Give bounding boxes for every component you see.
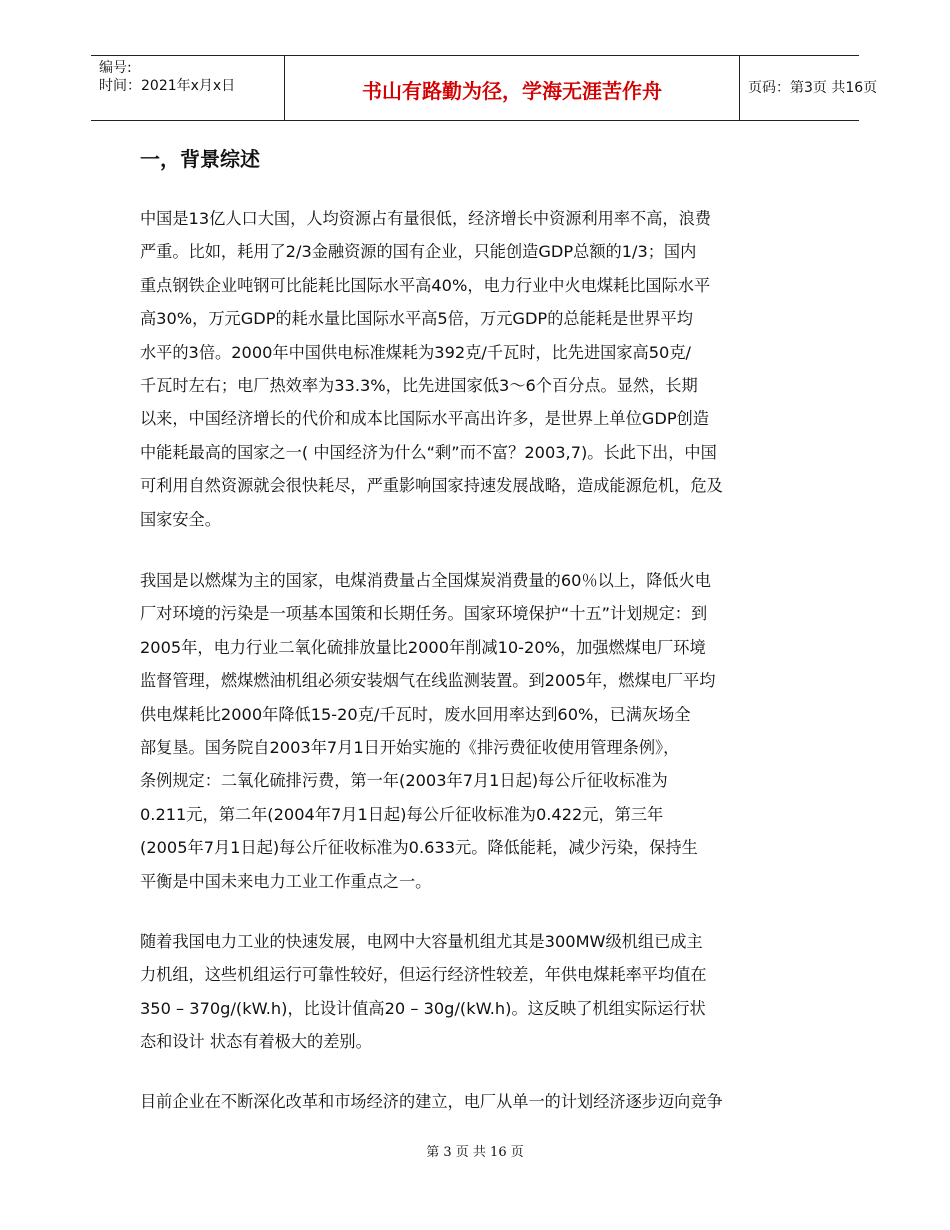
page-header [91, 55, 878, 121]
paragraph-4 [140, 1085, 820, 1118]
paragraph-2 [140, 564, 820, 898]
document-number-label: 编号: [99, 60, 132, 76]
paragraph-3 [140, 925, 820, 1059]
paragraph-line: 平衡是中国未来电力工业工作重点之一。 [140, 871, 432, 891]
paragraph-line: 厂对环境的污染是一项基本国策和长期任务。国家环境保护“十五”计划规定：到 [140, 604, 708, 624]
paragraph-line: 2005年，电力行业二氧化硫排放量比2000年削减10-20%，加强燃煤电厂环境 [140, 637, 706, 657]
paragraph-line: 千瓦时左右；电厂热效率为33.3%，比先进国家低3～6个百分点。显然，长期 [140, 375, 698, 395]
paragraph-line: 部复垦。国务院自2003年7月1日开始实施的《排污费征收使用管理条例》， [140, 737, 680, 757]
paragraph-line: 国家安全。 [140, 509, 221, 529]
header-motto-cell [284, 56, 740, 120]
paragraph-line: 可利用自然资源就会很快耗尽，严重影响国家持速发展战略，造成能源危机，危及 [140, 476, 723, 496]
paragraph-1 [140, 202, 820, 536]
paragraph-line: 水平的3倍。2000年中国供电标准煤耗为392克/千瓦时，比先进国家高50克/ [140, 342, 691, 362]
paragraph-line: (2005年7月1日起)每公斤征收标准为0.633元。降低能耗，减少污染，保持生 [140, 838, 698, 858]
page-footer: 第 3 页 共 16 页 [426, 1145, 524, 1160]
header-page-cell [740, 56, 878, 120]
paragraph-line: 随着我国电力工业的快速发展，电网中大容量机组尤其是300MW级机组已成主 [140, 932, 703, 951]
paragraph-line: 以来，中国经济增长的代价和成本比国际水平高出许多，是世界上单位GDP创造 [140, 409, 709, 429]
paragraph-line: 中国是13亿人口大国，人均资源占有量很低，经济增长中资源利用率不高，浪费 [140, 209, 711, 228]
paragraph-line: 重点钢铁企业吨钢可比能耗比国际水平高40%，电力行业中火电煤耗比国际水平 [140, 275, 711, 295]
paragraph-line: 态和设计 状态有着极大的差别。 [140, 1032, 372, 1052]
header-motto: 书山有路勤为径，学海无涯苦作舟 [362, 79, 662, 103]
paragraph-line: 目前企业在不断深化改革和市场经济的建立，电厂从单一的计划经济逐步迈向竞争 [140, 1092, 723, 1111]
paragraph-line: 高30%，万元GDP的耗水量比国际水平高5倍，万元GDP的总能耗是世界平均 [140, 309, 693, 329]
paragraph-line: 监督管理，燃煤燃油机组必须安装烟气在线监测装置。到2005年，燃煤电厂平均 [140, 671, 716, 691]
header-page-code: 页码：第3页 共16页 [748, 80, 878, 96]
section-title: 一，背景综述 [140, 147, 260, 171]
paragraph-line: 条例规定：二氧化硫排污费，第一年(2003年7月1日起)每公斤征收标准为 [140, 771, 668, 791]
paragraph-line: 0.211元，第二年(2004年7月1日起)每公斤征收标准为0.422元，第三年 [140, 804, 664, 824]
paragraph-line: 中能耗最高的国家之一( 中国经济为什么“剩”而不富？2003,7)。长此下出，中国 [140, 442, 717, 462]
paragraph-line: 350 – 370g/(kW.h)，比设计值高20 – 30g/(kW.h)。这反映了机组实际运行状 [140, 998, 706, 1018]
paragraph-line: 严重。比如，耗用了2/3金融资源的国有企业，只能创造GDP总额的1/3；国内 [140, 242, 697, 262]
paragraph-line: 我国是以燃煤为主的国家，电煤消费量占全国煤炭消费量的60％以上，降低火电 [140, 571, 711, 590]
header-info-cell [91, 56, 284, 120]
paragraph-line: 供电煤耗比2000年降低15-20克/千瓦时，废水回用率达到60%，已满灰场全 [140, 704, 691, 724]
document-time-label: 时间：2021年x月x日 [99, 78, 236, 94]
paragraph-line: 力机组，这些机组运行可靠性较好，但运行经济性较差，年供电煤耗率平均值在 [140, 965, 707, 985]
